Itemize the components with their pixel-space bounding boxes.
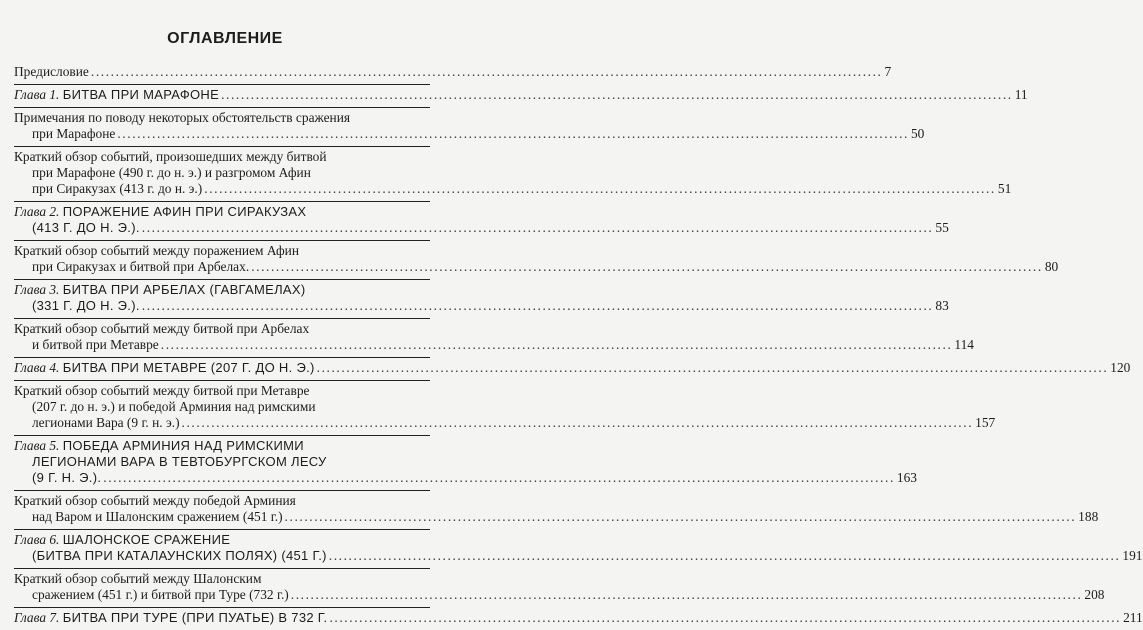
dot-leader: ................................................................................................................................................................ <box>329 610 1122 625</box>
page-number: 191 <box>1122 548 1143 563</box>
page-number: 11 <box>1014 87 1028 102</box>
toc-entry-line <box>14 571 430 587</box>
chapter-title: БИТВА ПРИ МЕТАВРЕ (207 Г. ДО Н. Э.) <box>62 360 315 375</box>
entry-divider <box>14 435 430 436</box>
toc-entry-text: при Марафоне (490 г. до н. э.) и разгромом Афин <box>32 165 311 180</box>
toc-chapter-entry[interactable] <box>14 610 1143 626</box>
entry-divider <box>14 607 430 608</box>
toc-entry-text: Примечания по поводу некоторых обстоятельств сражения <box>14 110 351 125</box>
toc-chapter-entry[interactable] <box>14 438 917 486</box>
toc-entry-line <box>14 454 430 470</box>
chapter-title: ПОБЕДА АРМИНИЯ НАД РИМСКИМИ <box>62 438 304 453</box>
page-number: 55 <box>935 220 949 235</box>
toc-entry-text: (9 Г. Н. Э.). <box>32 470 102 485</box>
dot-leader: ................................................................................................................................................................ <box>90 64 883 79</box>
entry-divider <box>14 357 430 358</box>
toc-entry[interactable] <box>14 110 925 142</box>
page-number: 163 <box>896 470 917 485</box>
dot-leader: ................................................................................................................................................................ <box>204 181 996 196</box>
toc-entry-line <box>14 282 430 298</box>
dot-leader: ................................................................................................................................................................ <box>328 548 1121 563</box>
toc-entry-last-line <box>14 337 974 353</box>
chapter-label: Глава 6. <box>14 532 60 547</box>
page-title: ОГЛАВЛЕНИЕ <box>167 30 283 47</box>
chapter-label: Глава 4. <box>14 360 60 375</box>
page-number: 80 <box>1044 259 1059 274</box>
toc-entry-text: Предисловие <box>14 64 89 79</box>
toc-entry-text: при Сиракузах и битвой при Арбелах. <box>32 259 250 274</box>
dot-leader: ................................................................................................................................................................ <box>141 220 934 235</box>
toc-entry-last-line <box>14 64 892 80</box>
chapter-title: БИТВА ПРИ ТУРЕ (ПРИ ПУАТЬЕ) В 732 Г. <box>62 610 328 625</box>
toc-entry-text: (207 г. до н. э.) и победой Арминия над римскими <box>32 399 316 414</box>
toc-entry-last-line <box>14 259 1059 275</box>
dot-leader: ................................................................................................................................................................ <box>251 259 1043 274</box>
chapter-label: Глава 5. <box>14 438 60 453</box>
toc-entry-last-line <box>14 126 925 142</box>
page-number: 50 <box>910 126 925 141</box>
toc-entry-last-line <box>14 415 996 431</box>
entry-divider <box>14 279 430 280</box>
toc-entry-last-line <box>14 470 917 486</box>
page-number: 114 <box>954 337 974 352</box>
toc-entry-last-line <box>14 509 1099 525</box>
toc-entry-line <box>14 438 430 454</box>
entry-divider <box>14 84 430 85</box>
dot-leader: ................................................................................................................................................................ <box>284 509 1077 524</box>
dot-leader: ................................................................................................................................................................ <box>221 87 1013 102</box>
entry-divider <box>14 107 430 108</box>
toc-entry-line <box>14 321 430 337</box>
toc-entry-text: (413 Г. ДО Н. Э.). <box>32 220 140 235</box>
page-number: 188 <box>1078 509 1099 524</box>
entry-divider <box>14 490 430 491</box>
page-number: 120 <box>1110 360 1131 375</box>
page-number: 157 <box>975 415 996 430</box>
toc-entry-line <box>14 383 430 399</box>
toc-entry-last-line <box>14 610 1143 626</box>
toc-entry-text: легионами Вара (9 г. н. э.) <box>32 415 180 430</box>
toc-entry-text: сражением (451 г.) и битвой при Туре (732 г.) <box>32 587 289 602</box>
dot-leader: ................................................................................................................................................................ <box>290 587 1083 602</box>
toc-entry-last-line <box>14 548 1143 564</box>
page-number: 208 <box>1084 587 1105 602</box>
toc-entry[interactable] <box>14 321 974 353</box>
toc-entry-text: Краткий обзор событий между битвой при Арбелах <box>14 321 310 336</box>
toc-entry-text: (БИТВА ПРИ КАТАЛАУНСКИХ ПОЛЯХ) (451 Г.) <box>32 548 327 563</box>
toc-entry-text: при Марафоне <box>32 126 116 141</box>
chapter-label: Глава 1. <box>14 87 60 102</box>
toc-chapter-entry[interactable] <box>14 360 1131 376</box>
toc-entry-text: Краткий обзор событий между поражением Афин <box>14 243 300 258</box>
toc-entry-line <box>14 399 430 415</box>
toc-entry-line <box>14 149 430 165</box>
toc-chapter-entry[interactable] <box>14 87 1028 103</box>
toc-entry-line <box>14 165 430 181</box>
toc-entry-line <box>14 493 430 509</box>
toc-entry-last-line <box>14 181 1012 197</box>
toc-entry[interactable] <box>14 493 1099 525</box>
toc-entry-line <box>14 243 430 259</box>
table-of-contents <box>14 64 1143 630</box>
chapter-label: Глава 2. <box>14 204 60 219</box>
toc-chapter-entry[interactable] <box>14 204 949 236</box>
toc-entry-text: Краткий обзор событий между победой Арминия <box>14 493 296 508</box>
entry-divider <box>14 201 430 202</box>
toc-entry-last-line <box>14 87 1028 103</box>
toc-entry-last-line <box>14 360 1131 376</box>
dot-leader: ................................................................................................................................................................ <box>103 470 895 485</box>
entry-divider <box>14 380 430 381</box>
toc-entry-last-line <box>14 298 949 314</box>
toc-entry[interactable] <box>14 64 892 80</box>
toc-chapter-entry[interactable] <box>14 282 949 314</box>
chapter-title: БИТВА ПРИ АРБЕЛАХ (ГАВГАМЕЛАХ) <box>62 282 306 297</box>
toc-entry[interactable] <box>14 149 1012 197</box>
entry-divider <box>14 240 430 241</box>
page-number: 51 <box>997 181 1012 196</box>
chapter-title: ПОРАЖЕНИЕ АФИН ПРИ СИРАКУЗАХ <box>62 204 307 219</box>
chapter-label: Глава 7. <box>14 610 60 625</box>
chapter-title: БИТВА ПРИ МАРАФОНЕ <box>62 87 220 102</box>
dot-leader: ................................................................................................................................................................ <box>160 337 953 352</box>
toc-entry-text: Краткий обзор событий между Шалонским <box>14 571 262 586</box>
toc-chapter-entry[interactable] <box>14 532 1143 564</box>
dot-leader: ................................................................................................................................................................ <box>181 415 974 430</box>
page-number: 83 <box>935 298 949 313</box>
toc-entry-line <box>14 204 430 220</box>
dot-leader: ................................................................................................................................................................ <box>316 360 1109 375</box>
chapter-title: ШАЛОНСКОЕ СРАЖЕНИЕ <box>62 532 231 547</box>
toc-entry-last-line <box>14 220 949 236</box>
toc-entry-line <box>14 532 430 548</box>
toc-entry-text: и битвой при Метавре <box>32 337 159 352</box>
toc-entry[interactable] <box>14 383 996 431</box>
entry-divider <box>14 568 430 569</box>
entry-divider <box>14 318 430 319</box>
toc-entry-text: Краткий обзор событий между битвой при Метавре <box>14 383 310 398</box>
toc-entry[interactable] <box>14 571 1105 603</box>
toc-entry-text: (331 Г. ДО Н. Э.). <box>32 298 140 313</box>
entry-divider <box>14 529 430 530</box>
dot-leader: ................................................................................................................................................................ <box>117 126 909 141</box>
page-number: 7 <box>884 64 892 79</box>
dot-leader: ................................................................................................................................................................ <box>141 298 934 313</box>
toc-entry-text: при Сиракузах (413 г. до н. э.) <box>32 181 203 196</box>
toc-entry-text: ЛЕГИОНАМИ ВАРА В ТЕВТОБУРГСКОМ ЛЕСУ <box>32 454 327 469</box>
toc-entry-line <box>14 110 430 126</box>
toc-entry-text: над Варом и Шалонским сражением (451 г.) <box>32 509 283 524</box>
toc-entry-last-line <box>14 587 1105 603</box>
entry-divider <box>14 146 430 147</box>
toc-entry-text: Краткий обзор событий, произошедших между битвой <box>14 149 327 164</box>
page-number: 211 <box>1123 610 1143 625</box>
toc-entry[interactable] <box>14 243 1059 275</box>
chapter-label: Глава 3. <box>14 282 60 297</box>
